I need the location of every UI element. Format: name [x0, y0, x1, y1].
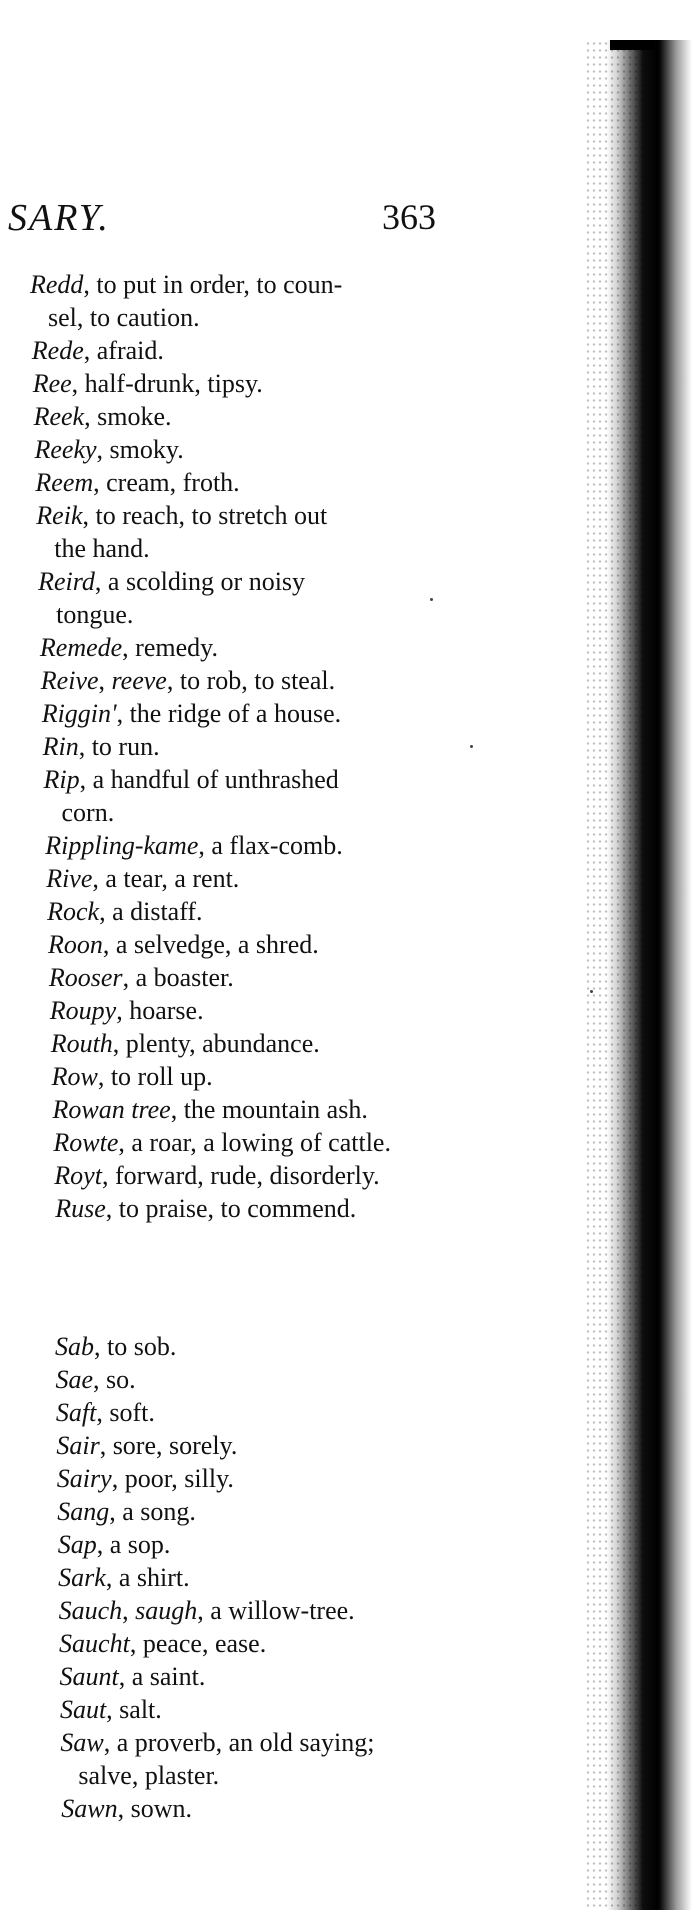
- entry-definition: , to praise, to commend.: [105, 1194, 357, 1223]
- entry-definition: , smoke.: [84, 402, 172, 431]
- entry-definition: , a selvedge, a shred.: [102, 930, 319, 959]
- entry-definition: ,: [98, 666, 112, 695]
- entry-headword: Roupy: [49, 996, 117, 1025]
- glossary-entry: [56, 1396, 155, 1429]
- glossary-entry: [55, 1192, 356, 1225]
- entry-definition-cont: , a willow-tree.: [197, 1596, 355, 1625]
- entry-headword: Reik: [36, 501, 83, 530]
- glossary-entry: [38, 565, 305, 631]
- entry-headword: Rippling-kame: [45, 831, 199, 860]
- entry-definition: , a sop.: [96, 1530, 171, 1559]
- entry-headword: Sark: [58, 1563, 106, 1592]
- entry-definition: , a flax-comb.: [198, 831, 343, 860]
- glossary-entry: [60, 1726, 374, 1792]
- glossary-entry: [58, 1561, 189, 1594]
- glossary-entry: [52, 1060, 213, 1093]
- entry-headword: Sap: [57, 1530, 97, 1559]
- glossary-entry: [41, 664, 335, 697]
- glossary-entry: [56, 1429, 237, 1462]
- entry-definition: , to run.: [78, 732, 160, 761]
- entry-headword: Row: [51, 1062, 98, 1091]
- entry-definition: , peace, ease.: [129, 1629, 267, 1658]
- entry-headword: Sang: [57, 1497, 110, 1526]
- entry-definition: , sown.: [117, 1794, 193, 1823]
- entry-headword: Reeky: [34, 435, 97, 464]
- glossary-entry: [48, 928, 319, 961]
- entry-definition: , to roll up.: [97, 1062, 213, 1091]
- entry-headword: Saunt: [59, 1662, 119, 1691]
- glossary-entry: [60, 1693, 162, 1726]
- glossary-entry: [35, 466, 239, 499]
- entry-continuation: the hand.: [54, 534, 150, 563]
- entry-definition: , a roar, a lowing of cattle.: [118, 1128, 391, 1157]
- entry-headword: Rive: [46, 864, 93, 893]
- glossary-entry: [47, 895, 202, 928]
- entry-definition: , afraid.: [83, 336, 164, 365]
- entry-definition: , a distaff.: [99, 897, 203, 926]
- glossary-entry: [36, 499, 327, 565]
- entry-definition: , a boaster.: [122, 963, 234, 992]
- entry-headword: Sauch: [58, 1596, 123, 1625]
- glossary-entry: [54, 1159, 379, 1192]
- glossary-entry: [55, 1330, 176, 1363]
- glossary-entry: [57, 1495, 196, 1528]
- entry-definition: , soft.: [96, 1398, 155, 1427]
- entry-headword: Rowte: [53, 1128, 119, 1157]
- entry-definition: , hoarse.: [116, 996, 204, 1025]
- glossary-entry: [35, 433, 184, 466]
- glossary-entry: [40, 631, 218, 664]
- entry-definition: , a song.: [109, 1497, 196, 1526]
- glossary-entry: [50, 994, 204, 1027]
- glossary-entry: [59, 1627, 266, 1660]
- entry-headword: Saut: [59, 1695, 107, 1724]
- glossary-entry: [55, 1363, 135, 1396]
- entry-definition: , smoky.: [96, 435, 184, 464]
- entry-definition: , a proverb, an old saying;: [103, 1728, 375, 1757]
- glossary-entry: [58, 1528, 171, 1561]
- glossary-entry: [61, 1792, 192, 1825]
- entry-headword: Reive: [40, 666, 99, 695]
- entry-definition: ,: [122, 1596, 136, 1625]
- entry-continuation: salve, plaster.: [78, 1761, 220, 1790]
- glossary-entry: [45, 829, 342, 862]
- glossary-entry: [46, 862, 239, 895]
- glossary-entry: [60, 1660, 206, 1693]
- gutter-top-edge: [610, 40, 655, 50]
- entry-variant-headword: reeve: [111, 666, 167, 695]
- entry-definition: , a saint.: [118, 1662, 206, 1691]
- entry-definition: , forward, rude, disorderly.: [101, 1161, 380, 1190]
- entry-headword: Sairy: [56, 1464, 112, 1493]
- entry-definition: , salt.: [106, 1695, 162, 1724]
- entry-definition: , cream, froth.: [93, 468, 240, 497]
- glossary-entry: [44, 763, 339, 829]
- entry-definition: , so.: [92, 1365, 136, 1394]
- entry-definition: , the ridge of a house.: [116, 699, 342, 728]
- entry-headword: Saw: [60, 1728, 104, 1757]
- glossary-entry: [34, 400, 172, 433]
- entry-headword: Rock: [47, 897, 100, 926]
- entry-headword: Sair: [56, 1431, 100, 1460]
- entry-headword: Reem: [35, 468, 94, 497]
- entry-definition: , sore, sorely.: [99, 1431, 238, 1460]
- entry-headword: Reek: [33, 402, 85, 431]
- page-number: 363: [382, 197, 436, 237]
- entry-definition: , to reach, to stretch out: [82, 501, 328, 530]
- glossary-entry: [42, 697, 341, 730]
- entry-definition: , to sob.: [94, 1332, 177, 1361]
- running-header: SARY.: [8, 197, 110, 239]
- entry-definition: , half-drunk, tipsy.: [71, 369, 263, 398]
- entry-definition: , a scolding or noisy: [94, 567, 306, 596]
- entry-headword: Saucht: [59, 1629, 130, 1658]
- entry-variant-headword: saugh: [135, 1596, 198, 1625]
- glossary-entry: [53, 1093, 368, 1126]
- entry-definition: , a tear, a rent.: [92, 864, 240, 893]
- entry-definition: , remedy.: [122, 633, 218, 662]
- entry-continuation: tongue.: [56, 600, 134, 629]
- entry-headword: Sae: [55, 1365, 93, 1394]
- glossary-entry: [43, 730, 160, 763]
- entry-headword: Ree: [32, 369, 72, 398]
- glossary-entry: [59, 1594, 355, 1627]
- entry-headword: Sab: [55, 1332, 94, 1361]
- entry-definition-cont: , to rob, to steal.: [166, 666, 336, 695]
- entry-definition: , plenty, abundance.: [112, 1029, 320, 1058]
- entry-headword: Royt: [54, 1161, 102, 1190]
- entry-continuation: corn.: [61, 798, 115, 827]
- entry-definition: , a handful of unthrashed: [79, 765, 339, 794]
- entry-headword: Ruse: [55, 1194, 106, 1223]
- glossary-entry: [53, 1126, 391, 1159]
- glossary-entry: [32, 334, 164, 367]
- entry-headword: Rip: [43, 765, 80, 794]
- entry-headword: Rowan tree: [52, 1095, 171, 1124]
- entry-headword: Reird: [38, 567, 95, 596]
- entry-headword: Rin: [42, 732, 79, 761]
- entry-headword: Rede: [31, 336, 84, 365]
- entry-headword: Redd: [30, 270, 84, 299]
- entry-definition: , to put in order, to coun-: [83, 270, 343, 299]
- entry-continuation: sel, to caution.: [48, 303, 200, 332]
- glossary-entry: [51, 1027, 320, 1060]
- glossary-entry: [57, 1462, 234, 1495]
- gutter-speckle: [585, 40, 645, 1910]
- entry-headword: Riggin': [41, 699, 117, 728]
- entry-definition: , poor, silly.: [111, 1464, 234, 1493]
- entry-definition: , the mountain ash.: [170, 1095, 368, 1124]
- glossary-entry: [30, 268, 342, 334]
- entry-headword: Rooser: [48, 963, 123, 992]
- glossary-entry: [33, 367, 263, 400]
- entry-headword: Sawn: [61, 1794, 118, 1823]
- entry-headword: Remede: [39, 633, 123, 662]
- entry-headword: Saft: [55, 1398, 97, 1427]
- entry-headword: Roon: [48, 930, 103, 959]
- entry-headword: Routh: [50, 1029, 113, 1058]
- glossary-entry: [49, 961, 234, 994]
- entry-definition: , a shirt.: [105, 1563, 190, 1592]
